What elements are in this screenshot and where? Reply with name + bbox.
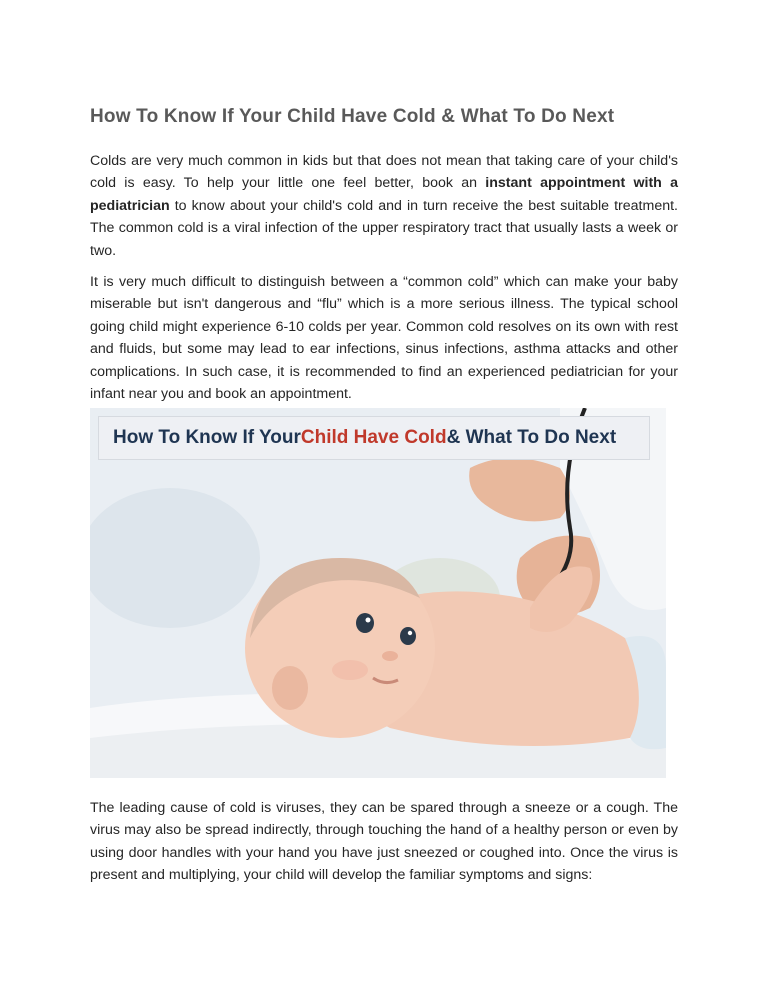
baby-checkup-illustration	[90, 408, 666, 778]
banner-text-2: & What To Do Next	[446, 427, 617, 448]
intro-paragraph	[90, 150, 678, 262]
hero-image	[90, 408, 666, 778]
cold-vs-flu-paragraph: It is very much difficult to distinguish between a “common cold” which can make your baby miserable but isn't dangerous and “flu” which is a more serious illness. The typical school going child might experience 6-10 colds per year. Common cold resolves on its own with rest and fluids, but some may lead to ear infections, sinus infections, asthma attacks and other complications. In such case, it is recommended to find an experienced pediatrician for your infant near you and book an appointment.	[90, 274, 678, 403]
article-title: How To Know If Your Child Have Cold & What To Do Next	[90, 106, 615, 127]
appointment-link-text: instant appointment with a pediatrician	[90, 175, 678, 214]
causes-paragraph: The leading cause of cold is viruses, they can be spared through a sneeze or a cough. The virus may also be spread indirectly, through touching the hand of a healthy person or even by using door handles with your hand you have just sneezed or coughed into. Once the virus is present and multiplying, your child will develop the familiar symptoms and signs:	[90, 800, 678, 884]
banner-text-1: How To Know If Your	[113, 427, 301, 448]
image-banner	[98, 416, 650, 460]
intro-text-1: Colds are very much common in kids but that does not mean that taking care of your child's cold is easy. To help your little one feel better, book an	[90, 153, 678, 192]
banner-highlight: Child Have Cold	[300, 427, 447, 448]
intro-text-2: to know about your child's cold and in turn receive the best suitable treatment. The common cold is a viral infection of the upper respiratory tract that usually lasts a week or two.	[90, 197, 678, 259]
